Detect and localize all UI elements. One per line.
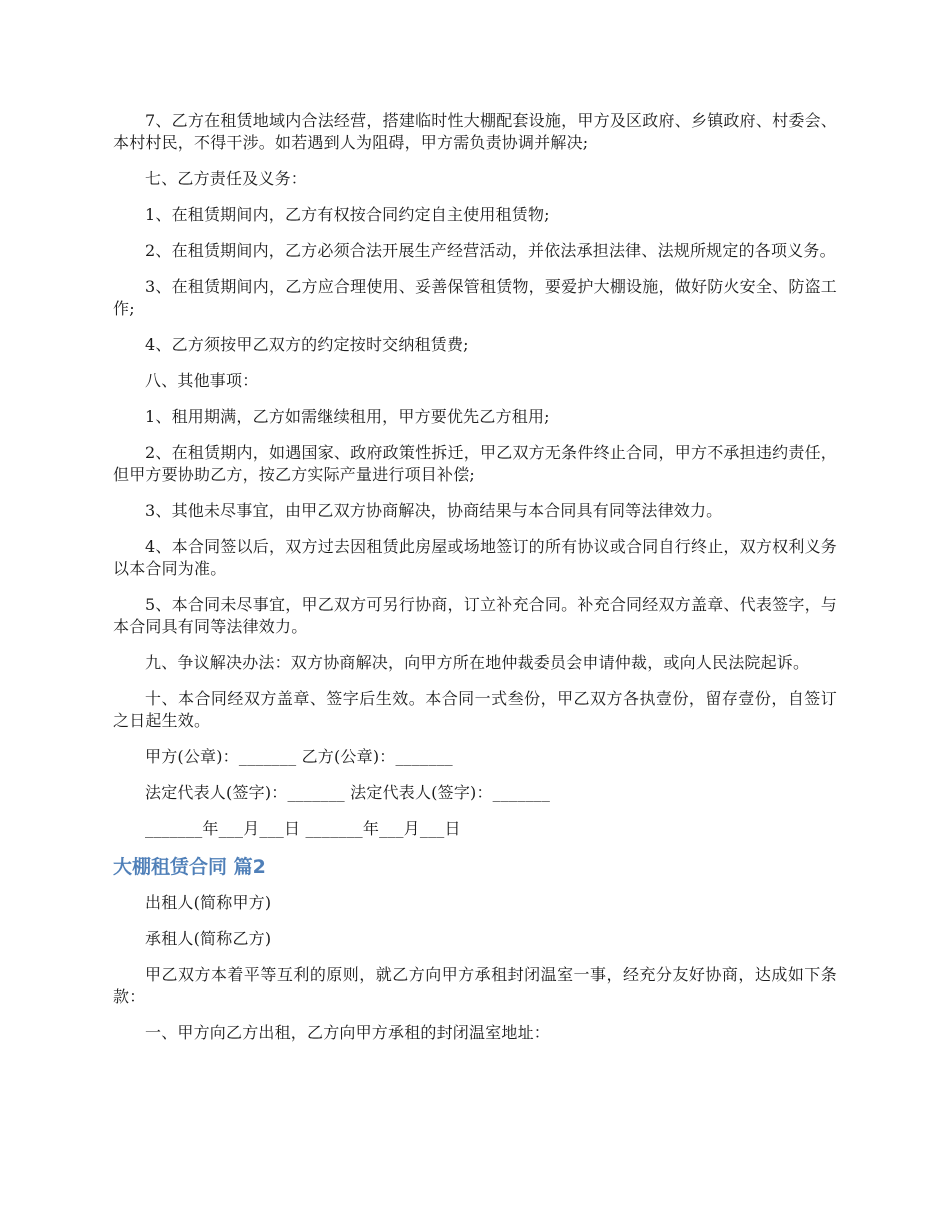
paragraph-duty-4: 4、乙方须按甲乙双方的约定按时交纳租赁费;: [145, 335, 469, 354]
document-content: [113, 110, 837, 1058]
signature-line-seal: 甲方(公章)：_______ 乙方(公章)：_______: [145, 747, 453, 766]
signature-line-representative: 法定代表人(签字)：_______ 法定代表人(签字)：_______: [145, 783, 551, 802]
paragraph-section-7-title: 七、乙方责任及义务：: [145, 169, 308, 188]
paragraph-duty-2: 2、在租赁期间内，乙方必须合法开展生产经营活动，并依法承担法律、法规所规定的各项义务。: [145, 241, 836, 260]
paragraph-other-5: 5、本合同未尽事宜，甲乙双方可另行协商，订立补充合同。补充合同经双方盖章、代表签字，与本合同具有同等法律效力。: [113, 595, 837, 636]
paragraph-effective-clause: 十、本合同经双方盖章、签字后生效。本合同一式叁份，甲乙双方各执壹份，留存壹份，自签订之日起生效。: [113, 689, 837, 730]
paragraph-section-8-title: 八、其他事项：: [145, 371, 259, 390]
paragraph-other-3: 3、其他未尽事宜，由甲乙双方协商解决，协商结果与本合同具有同等法律效力。: [145, 501, 723, 520]
signature-line-date: _______年___月___日 _______年___月___日: [145, 819, 461, 838]
paragraph-dispute-resolution: 九、争议解决办法：双方协商解决，向甲方所在地仲裁委员会申请仲裁，或向人民法院起诉。: [145, 653, 810, 672]
paragraph-duty-3: 3、在租赁期间内，乙方应合理使用、妥善保管租赁物，要爱护大棚设施，做好防火安全、防盗工作;: [113, 277, 837, 318]
section-heading-contract-2: 大棚租赁合同 篇2: [113, 856, 266, 878]
paragraph-clause-7: 7、乙方在租赁地域内合法经营，搭建临时性大棚配套设施，甲方及区政府、乡镇政府、村委会、本村村民，不得干涉。如若遇到人为阻碍，甲方需负责协调并解决;: [113, 111, 837, 152]
paragraph-lessor: 出租人(简称甲方): [145, 893, 272, 912]
paragraph-other-1: 1、租用期满，乙方如需继续租用，甲方要优先乙方租用;: [145, 407, 550, 426]
paragraph-preamble: 甲乙双方本着平等互利的原则，就乙方向甲方承租封闭温室一事，经充分友好协商，达成如下条款：: [113, 965, 837, 1006]
paragraph-duty-1: 1、在租赁期间内，乙方有权按合同约定自主使用租赁物;: [145, 205, 550, 224]
paragraph-other-2: 2、在租赁期内，如遇国家、政府政策性拆迁，甲乙双方无条件终止合同，甲方不承担违约责任，但甲方要协助乙方，按乙方实际产量进行项目补偿;: [113, 443, 837, 484]
paragraph-lessee: 承租人(简称乙方): [145, 929, 272, 948]
paragraph-other-4: 4、本合同签以后，双方过去因租赁此房屋或场地签订的所有协议或合同自行终止，双方权利义务以本合同为准。: [113, 537, 837, 578]
paragraph-clause-1: 一、甲方向乙方出租，乙方向甲方承租的封闭温室地址：: [145, 1023, 551, 1042]
